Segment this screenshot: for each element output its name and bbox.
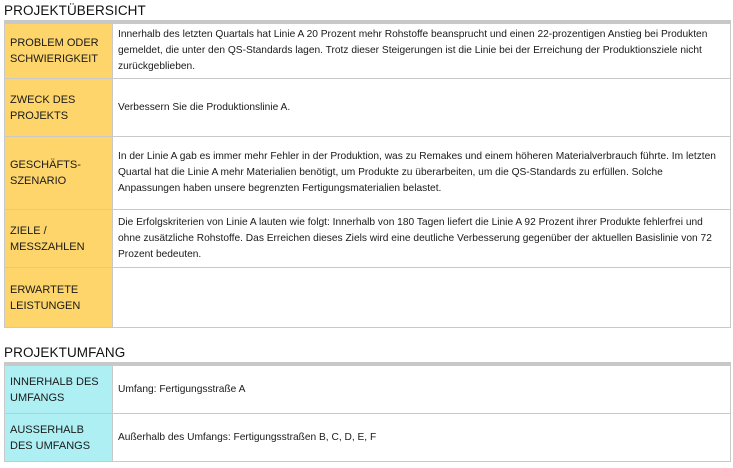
- table-row: [5, 79, 731, 137]
- row-label-purpose: ZWECK DES PROJEKTS: [5, 79, 113, 137]
- table-row: [5, 24, 731, 79]
- table-row: [5, 210, 731, 268]
- scope-section-title: PROJEKTUMFANG: [4, 345, 126, 360]
- row-value-business-case: In der Linie A gab es immer mehr Fehler in der Produktion, was zu Remakes und einem höheren Materialverbrauch führte. Im letzten Quartal hat die Linie A mehr Materialien benötigt, um Produkte zu überarbeiten, um die QS-Standards zu erfüllen. Solche Anpassungen haben unsere begrenzten Fertigungsmaterialien belastet.: [113, 137, 731, 210]
- row-value-out-of-scope: Außerhalb des Umfangs: Fertigungsstraßen B, C, D, E, F: [113, 414, 731, 462]
- table-row: [5, 137, 731, 210]
- table-row: [5, 414, 731, 462]
- row-value-goals: Die Erfolgskriterien von Linie A lauten wie folgt: Innerhalb von 180 Tagen liefert die Linie A 92 Prozent ihrer Produkte fehlerfrei und ohne zusätzliche Rohstoffe. Das Erreichen dieses Ziels wird eine deutliche Verbesserung gegenüber der aktuellen Basislinie von 72 Prozent bedeuten.: [113, 210, 731, 268]
- row-label-business-case: GESCHÄFTS-SZENARIO: [5, 137, 113, 210]
- table-row: [5, 268, 731, 328]
- row-value-problem: Innerhalb des letzten Quartals hat Linie A 20 Prozent mehr Rohstoffe beansprucht und einen 22-prozentigen Anstieg bei Produkten gemeldet, die unter den QS-Standards lagen. Trotz dieser Steigerungen ist die Linie bei der Erreichung der Produktionsziele nicht zurückgeblieben.: [113, 24, 731, 79]
- row-value-in-scope: Umfang: Fertigungsstraße A: [113, 366, 731, 414]
- overview-section-title: PROJEKTÜBERSICHT: [4, 3, 146, 18]
- row-label-deliverables: ERWARTETE LEISTUNGEN: [5, 268, 113, 328]
- row-label-in-scope: INNERHALB DES UMFANGS: [5, 366, 113, 414]
- row-value-deliverables[interactable]: [113, 268, 731, 328]
- row-label-out-of-scope: AUSSERHALB DES UMFANGS: [5, 414, 113, 462]
- overview-table: [4, 23, 731, 328]
- table-row: [5, 366, 731, 414]
- scope-table: [4, 365, 731, 462]
- row-label-problem: PROBLEM ODER SCHWIERIGKEIT: [5, 24, 113, 79]
- row-value-purpose: Verbessern Sie die Produktionslinie A.: [113, 79, 731, 137]
- row-label-goals: ZIELE / MESSZAHLEN: [5, 210, 113, 268]
